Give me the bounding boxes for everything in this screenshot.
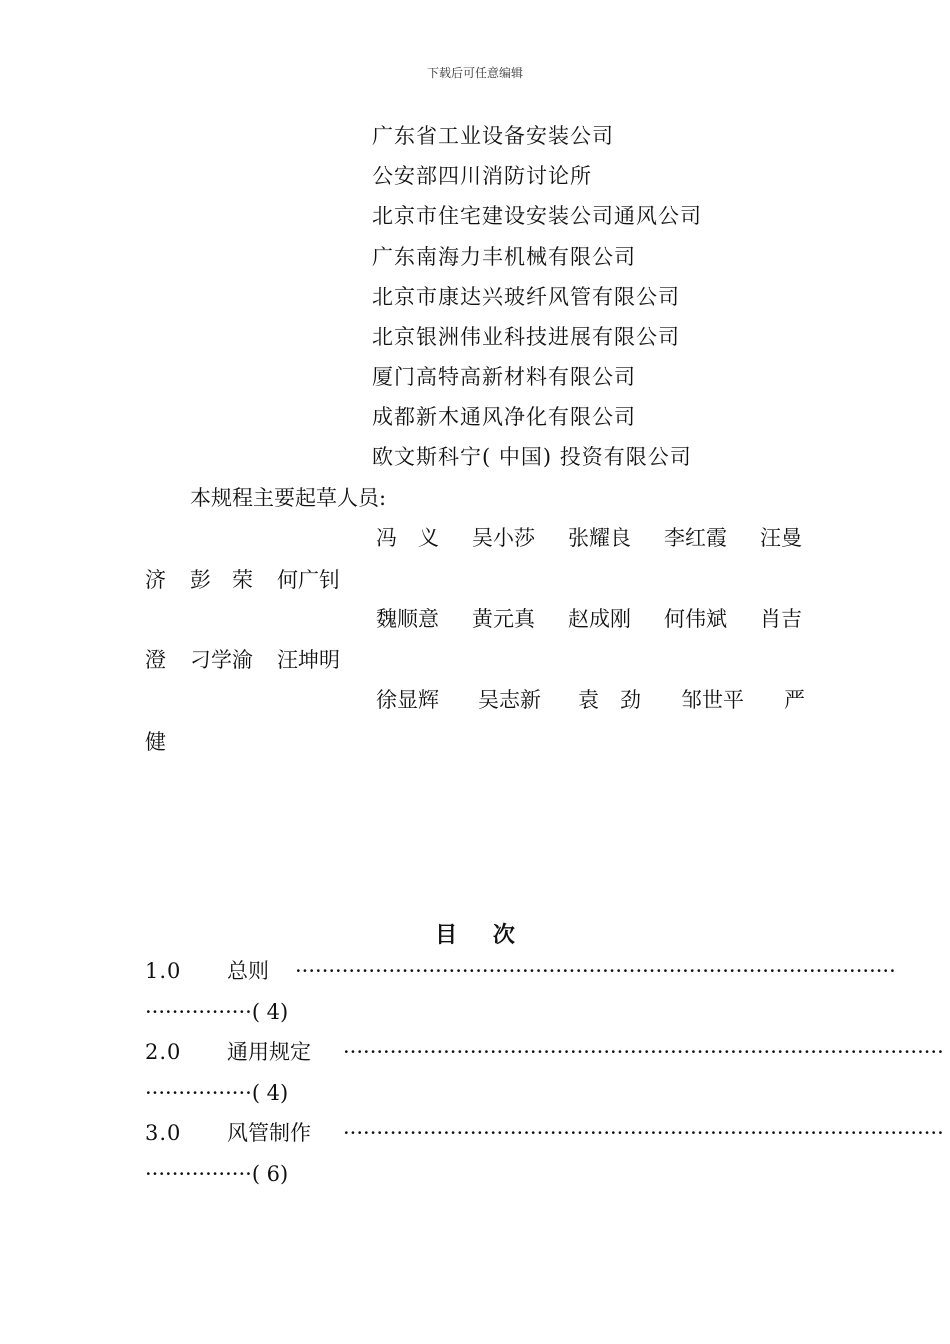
drafter-name: 肖吉 [760,607,802,631]
drafter-name: 汪曼 [760,526,802,550]
drafter-name: 健 [145,730,166,754]
organization-item: 广东省工业设备安装公司 [372,124,614,148]
toc-entry-title: 通用规定 [227,1040,311,1064]
drafter-name: 李红霞 [664,526,727,550]
drafters-row-continued [145,729,190,755]
drafter-name: 吴小莎 [472,526,535,550]
toc-entry[interactable] [145,1039,944,1065]
organization-item: 厦门高特高新材料有限公司 [372,365,636,389]
drafter-name: 徐显辉 [376,688,439,712]
drafter-name: 严 [784,688,805,712]
drafter-name: 济 [145,568,166,592]
organization-item: 广东南海力丰机械有限公司 [372,245,636,269]
organization-item: 欧文斯科宁( 中国) 投资有限公司 [372,445,692,469]
organization-item: 北京市住宅建设安装公司通风公司 [372,204,702,228]
drafter-name: 何广钊 [277,568,340,592]
toc-entry[interactable] [145,1120,944,1146]
toc-title: 目 次 [435,922,529,948]
toc-leader-dots: ·························································································· [343,1121,944,1145]
toc-entry[interactable] [145,958,896,984]
drafter-name: 何伟斌 [664,607,727,631]
page-header: 下载后可任意编辑 [426,66,523,80]
drafter-name: 吴志新 [478,688,541,712]
toc-entry-continued [145,999,288,1025]
organization-item: 北京银洲伟业科技进展有限公司 [372,325,680,349]
toc-leader-dots: ················ [145,1000,252,1024]
toc-entry-continued [145,1080,288,1106]
drafter-name: 魏顺意 [376,607,439,631]
toc-number: 1.0 [145,959,182,983]
toc-page-number: ( 6) [251,1162,289,1186]
drafters-row-continued [145,567,364,593]
toc-page-number: ( 4) [251,1081,289,1105]
drafter-name: 冯 义 [376,526,439,550]
drafters-label: 本规程主要起草人员: [190,486,387,510]
toc-leader-dots: ················ [145,1162,252,1186]
drafter-name: 袁 劲 [578,688,641,712]
organization-item: 北京市康达兴玻纤风管有限公司 [372,285,680,309]
organization-item: 成都新木通风净化有限公司 [372,405,636,429]
drafter-name: 张耀良 [568,526,631,550]
toc-page-number: ( 4) [251,1000,289,1024]
toc-leader-dots: ·························································································· [295,959,896,983]
drafter-name: 刁学渝 [190,648,253,672]
drafters-row-continued [145,647,364,673]
toc-number: 2.0 [145,1040,182,1064]
toc-number: 3.0 [145,1121,182,1145]
toc-leader-dots: ·························································································· [343,1040,944,1064]
drafter-name: 彭 荣 [190,568,253,592]
drafter-name: 澄 [145,648,166,672]
organization-item: 公安部四川消防讨论所 [372,164,592,188]
drafter-name: 黄元真 [472,607,535,631]
drafter-name: 汪坤明 [277,648,340,672]
toc-entry-continued [145,1161,288,1187]
drafter-name: 赵成刚 [568,607,631,631]
toc-entry-title: 总则 [227,959,269,983]
drafter-name: 邹世平 [681,688,744,712]
toc-leader-dots: ················ [145,1081,252,1105]
toc-entry-title: 风管制作 [227,1121,311,1145]
